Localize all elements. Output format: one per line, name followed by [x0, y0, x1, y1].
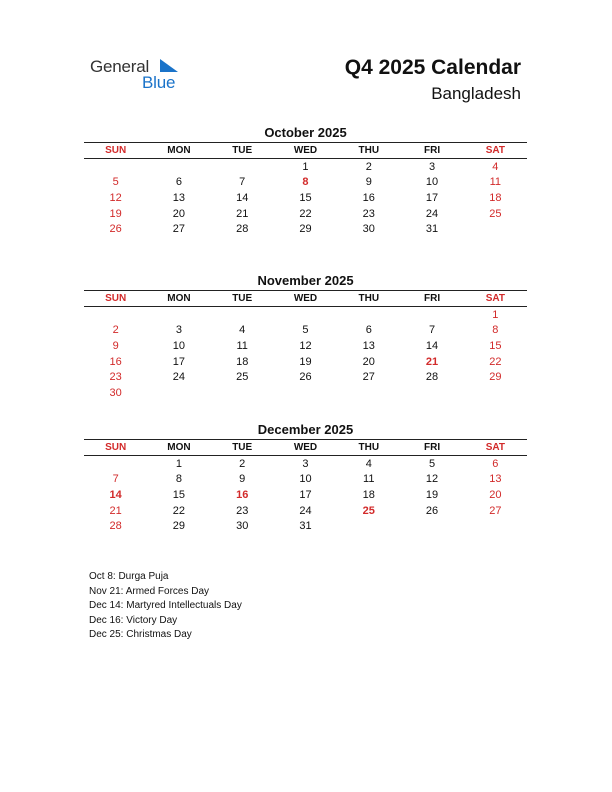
- day-cell: 21: [425, 355, 439, 368]
- day-cell: 29: [489, 371, 502, 384]
- weekday-header-thu: THU: [358, 293, 380, 304]
- week-row: [84, 472, 527, 488]
- day-cell: 24: [299, 504, 312, 517]
- weekday-header-thu: THU: [358, 145, 380, 156]
- day-cell: 23: [362, 207, 375, 220]
- day-cell: 7: [112, 473, 119, 486]
- day-cell: 27: [489, 504, 502, 517]
- day-cell: 9: [112, 339, 119, 352]
- day-cell: 18: [362, 488, 375, 501]
- day-cell: 1: [302, 160, 309, 173]
- day-cell: 13: [489, 473, 502, 486]
- day-cell: 3: [175, 324, 182, 337]
- day-cell: 29: [172, 520, 186, 533]
- country-name: Bangladesh: [431, 84, 521, 103]
- weekday-header-wed: WED: [293, 293, 318, 304]
- day-cell: 29: [299, 223, 312, 236]
- day-cell: 21: [236, 207, 249, 220]
- weekday-header-thu: THU: [358, 442, 380, 453]
- day-cell: 4: [239, 324, 246, 337]
- day-cell: 11: [236, 339, 248, 352]
- weeks: [84, 159, 527, 237]
- day-cell: 7: [428, 324, 436, 337]
- day-cell: 9: [239, 473, 246, 486]
- day-cell: 2: [112, 324, 119, 337]
- day-cell: 7: [239, 176, 246, 189]
- day-cell: 6: [175, 176, 182, 189]
- day-cell: 15: [172, 488, 186, 501]
- day-cell: 25: [236, 371, 249, 384]
- month-december: [84, 421, 527, 534]
- day-cell: 11: [363, 473, 375, 486]
- day-cell: 6: [365, 324, 372, 337]
- day-cell: 25: [489, 207, 502, 220]
- day-cell: 10: [425, 176, 439, 189]
- weekday-header-mon: MON: [167, 145, 191, 156]
- weekday-header-tue: TUE: [232, 145, 253, 156]
- day-cell: 15: [299, 191, 312, 204]
- logo-flag-icon: [158, 58, 180, 74]
- day-cell: 28: [236, 223, 249, 236]
- weeks: [84, 456, 527, 534]
- day-cell: 20: [489, 488, 502, 501]
- weekday-header-row: [84, 439, 527, 456]
- holiday-item: Dec 16: Victory Day: [89, 614, 178, 626]
- weekday-header-mon: MON: [167, 293, 191, 304]
- day-cell: 1: [175, 457, 182, 470]
- week-row: [84, 518, 527, 534]
- holiday-item: Dec 14: Martyred Intellectuals Day: [89, 600, 242, 612]
- week-row: [84, 456, 527, 472]
- day-cell: 23: [109, 371, 122, 384]
- day-cell: 4: [492, 160, 499, 173]
- month-title: November 2025: [257, 273, 354, 288]
- week-row: [84, 369, 527, 385]
- day-cell: 14: [109, 488, 122, 501]
- day-cell: 15: [489, 339, 502, 352]
- day-cell: 30: [109, 386, 122, 399]
- weekday-header-mon: MON: [167, 442, 191, 453]
- day-cell: 26: [299, 371, 312, 384]
- weekday-header-fri: FRI: [423, 293, 441, 304]
- weekday-header-row: [84, 290, 527, 307]
- day-cell: 12: [299, 339, 312, 352]
- day-cell: 4: [365, 457, 372, 470]
- day-cell: 16: [236, 488, 249, 501]
- day-cell: 22: [489, 355, 502, 368]
- day-cell: 18: [489, 191, 502, 204]
- day-cell: 1: [492, 308, 499, 321]
- day-cell: 2: [365, 160, 372, 173]
- day-cell: 14: [236, 191, 249, 204]
- week-row: [84, 159, 527, 175]
- day-cell: 12: [109, 191, 122, 204]
- day-cell: 16: [109, 355, 122, 368]
- weekday-header-tue: TUE: [232, 293, 253, 304]
- day-cell: 8: [302, 176, 309, 189]
- day-cell: 17: [172, 355, 186, 368]
- day-cell: 31: [299, 520, 312, 533]
- day-cell: 31: [425, 223, 439, 236]
- day-cell: 16: [362, 191, 375, 204]
- day-cell: 30: [362, 223, 375, 236]
- month-title: December 2025: [257, 422, 354, 437]
- week-row: [84, 487, 527, 503]
- day-cell: 26: [425, 504, 439, 517]
- day-cell: 25: [362, 504, 375, 517]
- day-cell: 8: [492, 324, 499, 337]
- week-row: [84, 385, 527, 401]
- day-cell: 3: [428, 160, 436, 173]
- day-cell: 19: [425, 488, 439, 501]
- general-blue-logo: [90, 57, 200, 97]
- day-cell: 17: [425, 191, 439, 204]
- month-title: October 2025: [264, 125, 347, 140]
- page-title: Q4 2025 Calendar: [344, 56, 521, 79]
- day-cell: 13: [362, 339, 375, 352]
- day-cell: 19: [109, 207, 122, 220]
- week-row: [84, 503, 527, 519]
- weekday-header-fri: FRI: [423, 442, 441, 453]
- day-cell: 20: [362, 355, 375, 368]
- day-cell: 24: [425, 207, 439, 220]
- day-cell: 21: [109, 504, 122, 517]
- logo-text-blue: Blue: [142, 73, 176, 92]
- weekday-header-wed: WED: [293, 442, 318, 453]
- day-cell: 2: [239, 457, 246, 470]
- day-cell: 17: [299, 488, 312, 501]
- day-cell: 10: [299, 473, 312, 486]
- week-row: [84, 323, 527, 339]
- day-cell: 20: [172, 207, 186, 220]
- week-row: [84, 338, 527, 354]
- weekday-header-sun: SUN: [105, 293, 127, 304]
- day-cell: 11: [489, 176, 502, 189]
- holiday-item: Nov 21: Armed Forces Day: [89, 585, 210, 597]
- day-cell: 10: [172, 339, 186, 352]
- weekday-header-tue: TUE: [232, 442, 253, 453]
- logo-text-general: General: [90, 57, 150, 76]
- week-row: [84, 307, 527, 323]
- weekday-header-sun: SUN: [105, 145, 127, 156]
- day-cell: 6: [492, 457, 499, 470]
- month-october: [84, 124, 527, 237]
- day-cell: 28: [109, 520, 122, 533]
- day-cell: 28: [425, 371, 439, 384]
- day-cell: 23: [236, 504, 249, 517]
- weekday-header-fri: FRI: [423, 145, 441, 156]
- week-row: [84, 190, 527, 206]
- holiday-list: [89, 570, 242, 643]
- day-cell: 14: [425, 339, 439, 352]
- day-cell: 18: [236, 355, 249, 368]
- day-cell: 5: [428, 457, 436, 470]
- holiday-item: Dec 25: Christmas Day: [89, 629, 192, 641]
- weekday-header-wed: WED: [293, 145, 318, 156]
- day-cell: 27: [362, 371, 375, 384]
- day-cell: 27: [172, 223, 186, 236]
- day-cell: 19: [299, 355, 312, 368]
- weekday-header-sat: SAT: [485, 293, 505, 304]
- day-cell: 13: [172, 191, 186, 204]
- day-cell: 30: [236, 520, 249, 533]
- day-cell: 12: [425, 473, 439, 486]
- weekday-header-sun: SUN: [105, 442, 127, 453]
- week-row: [84, 206, 527, 222]
- day-cell: 3: [302, 457, 309, 470]
- day-cell: 24: [172, 371, 186, 384]
- day-cell: 5: [112, 176, 119, 189]
- weeks: [84, 307, 527, 401]
- holiday-item: Oct 8: Durga Puja: [89, 571, 169, 582]
- weekday-header-sat: SAT: [485, 442, 505, 453]
- day-cell: 22: [299, 207, 312, 220]
- weekday-header-sat: SAT: [485, 145, 505, 156]
- day-cell: 8: [175, 473, 182, 486]
- day-cell: 26: [109, 223, 122, 236]
- day-cell: 9: [365, 176, 372, 189]
- day-cell: 22: [172, 504, 186, 517]
- week-row: [84, 175, 527, 191]
- week-row: [84, 354, 527, 370]
- weekday-header-row: [84, 142, 527, 159]
- month-november: [84, 272, 527, 401]
- day-cell: 5: [302, 324, 309, 337]
- week-row: [84, 221, 527, 237]
